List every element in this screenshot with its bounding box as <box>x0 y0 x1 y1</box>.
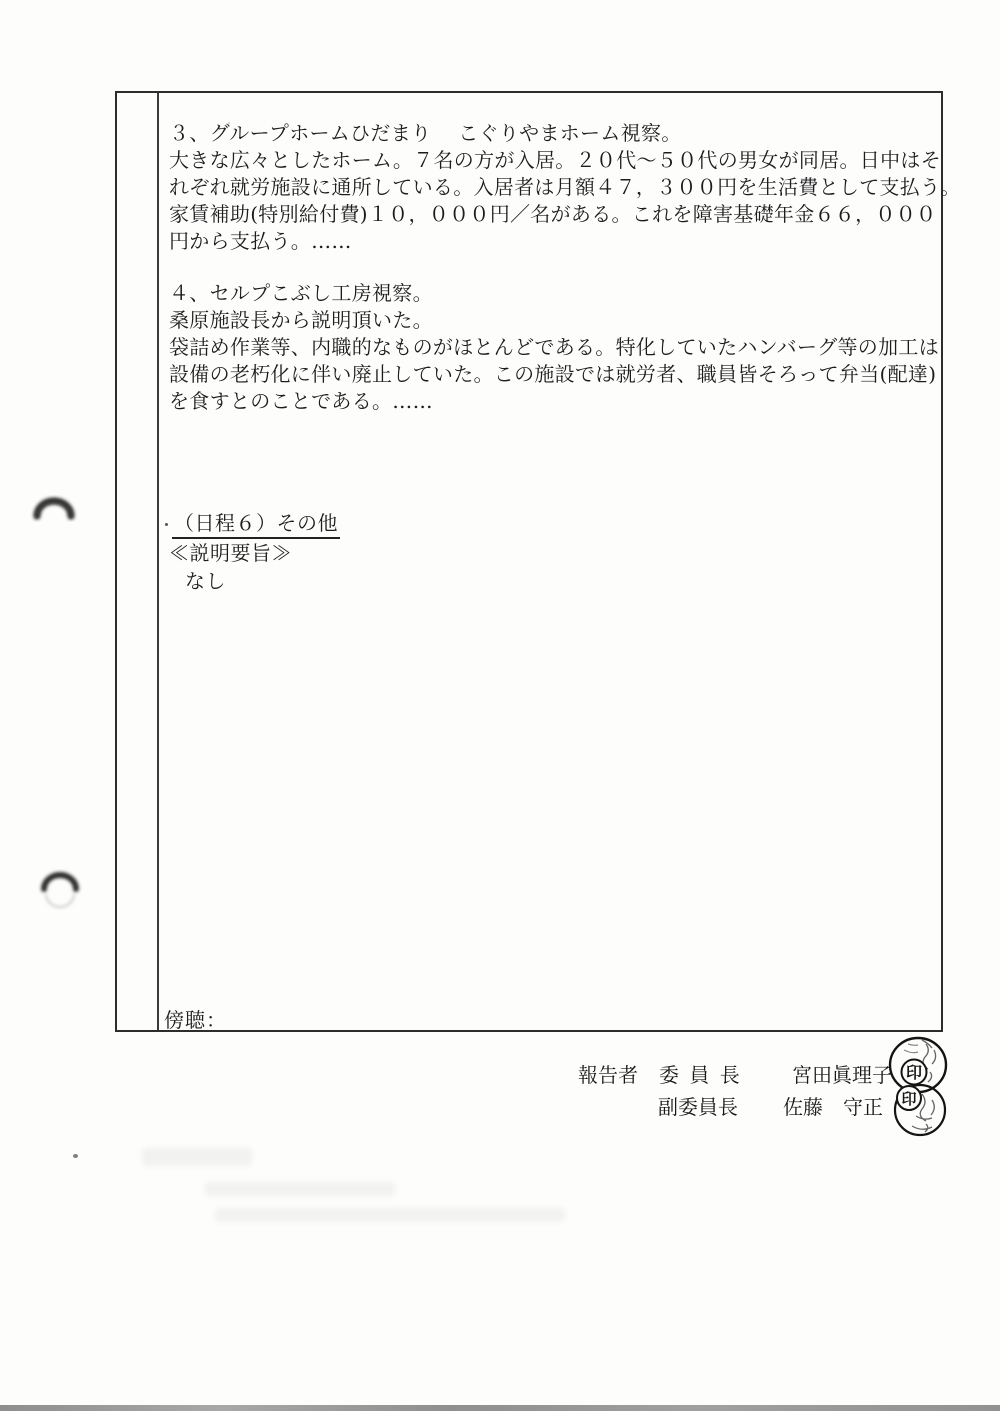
hole-punch-mark-bottom <box>36 862 84 910</box>
section-heading: ３、グループホームひだまり こぐりやまホーム視察。 <box>169 121 682 145</box>
section-schedule6 <box>169 510 340 595</box>
schedule6-heading: （日程６）その他 <box>172 510 340 539</box>
body-line: を食すとのことである。…… <box>169 389 433 413</box>
hole-punch-mark-top <box>30 488 78 536</box>
bleed-through-ghost <box>205 1182 395 1196</box>
chairperson-role: 委 員 長 <box>659 1063 742 1087</box>
body-line: 家賃補助(特別給付費)１０，０００円／名がある。これを障害基礎年金６６，０００ <box>169 202 937 226</box>
reporter-label: 報告者 <box>578 1063 638 1087</box>
report-table-frame <box>115 91 961 1032</box>
bleed-through-ghost <box>215 1208 565 1222</box>
body-line: 桑原施設長から説明頂いた。 <box>169 308 433 332</box>
body-line: 大きな広々としたホーム。７名の方が入居。２０代～５０代の男女が同居。日中はそ <box>169 148 941 172</box>
left-column-divider <box>157 93 159 1030</box>
vice-chairperson-name: 佐藤 守正 <box>783 1095 883 1119</box>
bleed-through-ghost <box>142 1148 252 1166</box>
stray-ink-dot <box>165 523 168 526</box>
body-line: 円から支払う。…… <box>169 229 352 253</box>
schedule6-subheading: ≪説明要旨≫ <box>169 541 292 565</box>
seal-char: 印 <box>905 1063 923 1082</box>
chairperson-name: 宮田眞理子 <box>792 1063 892 1087</box>
body-line: れぞれ就労施設に通所している。入居者は月額４７，３００円を生活費として支払う。 <box>169 175 961 199</box>
dust-speck <box>228 122 230 124</box>
observers-label: 傍聴： <box>164 1008 227 1032</box>
seal-stamp-top <box>890 1038 946 1092</box>
vice-chairperson-role: 副委員長 <box>658 1095 738 1119</box>
schedule6-body: なし <box>185 569 226 593</box>
dust-speck <box>73 1154 78 1158</box>
seal-char: 印 <box>901 1090 917 1108</box>
body-line: 袋詰め作業等、内職的なものがほとんどである。特化していたハンバーグ等の加工は <box>169 335 939 359</box>
section-heading: ４、セルプこぶし工房視察。 <box>169 281 433 305</box>
section-workshop <box>169 280 939 415</box>
section-group-home <box>169 120 961 255</box>
body-line: 設備の老朽化に伴い廃止していた。この施設では就労者、職員皆そろって弁当(配達) <box>169 362 937 386</box>
seal-stamps <box>878 1032 962 1142</box>
seal-stamp-bottom <box>895 1085 945 1135</box>
scan-edge-bar <box>0 1405 1000 1411</box>
